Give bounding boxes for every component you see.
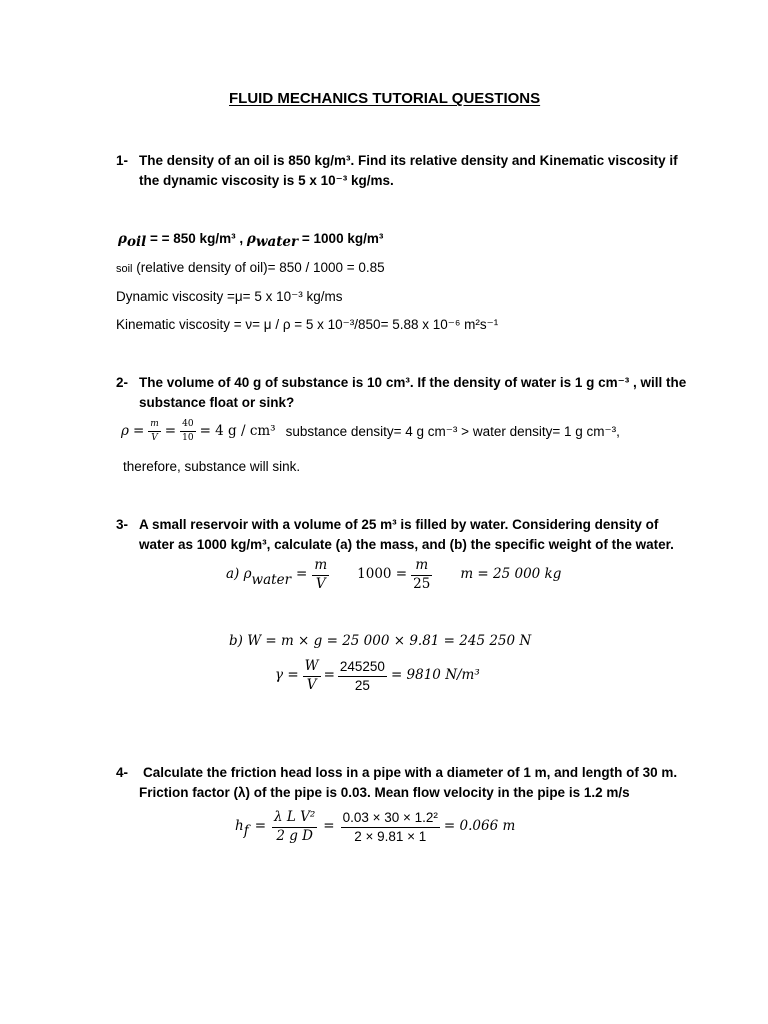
equals-sign: = xyxy=(132,422,145,439)
water-subscript: water xyxy=(251,572,292,589)
fraction-numerator: W xyxy=(303,660,321,677)
fraction-numerator: m xyxy=(148,420,161,432)
q1-density-equation xyxy=(118,232,383,250)
fraction-245250-over-25 xyxy=(338,660,387,692)
q1-dynamic-viscosity: Dynamic viscosity =μ= 5 x 10⁻³ kg/ms xyxy=(116,289,343,304)
rho-water-symbol: ρ xyxy=(246,231,256,247)
rho-water-value: = 1000 kg/m³ xyxy=(301,231,384,246)
q1-text-line1: The density of an oil is 850 kg/m³. Find its relative density and Kinematic viscosity if xyxy=(139,153,678,168)
fraction-numerator: 245250 xyxy=(338,660,387,677)
fraction-denominator: 2 × 9.81 × 1 xyxy=(354,828,427,844)
q1-relative-density xyxy=(116,261,385,275)
density-1000: 1000 = xyxy=(357,566,408,583)
rho-water-subscript: water xyxy=(255,234,299,250)
fraction-denominator: V xyxy=(306,676,317,693)
q4-head-loss-equation xyxy=(235,811,515,843)
fraction-denominator: 2 g D xyxy=(276,827,313,844)
q2-text-line2: substance float or sink? xyxy=(139,395,295,410)
specific-weight-result: = 9810 N/m³ xyxy=(390,667,480,684)
fraction-numerator: λ L V² xyxy=(272,811,317,828)
q4-number: 4- xyxy=(116,765,129,780)
part-a-label: a) ρ xyxy=(226,566,252,583)
q3-mass-equation xyxy=(226,559,561,591)
h-subscript: f xyxy=(243,823,249,840)
equals-sign: = xyxy=(296,566,308,583)
q3-text-line1: A small reservoir with a volume of 25 m³ is filled by water. Considering density of xyxy=(139,517,659,532)
fraction-darcy xyxy=(272,811,317,843)
q1-number: 1- xyxy=(116,153,129,168)
equals-sign: = xyxy=(254,818,267,835)
density-result: = 4 g / cm³ xyxy=(199,422,276,439)
fraction-m-over-v xyxy=(148,420,161,443)
q3-number: 3- xyxy=(116,517,129,532)
equals-sign: = xyxy=(164,422,177,439)
fraction-denominator: V xyxy=(151,433,158,443)
rho-oil-value: = = 850 kg/m³ , xyxy=(150,231,244,246)
gamma-symbol: γ = xyxy=(275,667,299,684)
q4-text-line1: Calculate the friction head loss in a pipe with a diameter of 1 m, and length of 30 m. xyxy=(143,765,678,780)
mass-result: m = 25 000 kg xyxy=(460,566,562,583)
q3-weight-equation: b) W = m × g = 25 000 × 9.81 = 245 250 N xyxy=(229,633,532,649)
fraction-m-over-v xyxy=(312,559,329,591)
fraction-denominator: 10 xyxy=(182,433,194,443)
fraction-numeric xyxy=(341,811,440,843)
fraction-numerator: 0.03 × 30 × 1.2² xyxy=(341,811,440,828)
q2-density-equation xyxy=(121,420,620,443)
fraction-numerator: m xyxy=(312,559,329,576)
equals-sign: = xyxy=(323,667,335,684)
density-comparison: substance density= 4 g cm⁻³ > water density= 1 g cm⁻³, xyxy=(285,423,620,439)
q1-kinematic-viscosity: Kinematic viscosity = ν= μ / ρ = 5 x 10⁻³/850= 5.88 x 10⁻⁶ m²s⁻¹ xyxy=(116,317,499,332)
q4-text-line2: Friction factor (λ) of the pipe is 0.03. Mean flow velocity in the pipe is 1.2 m/s xyxy=(139,785,630,800)
q2-text-line1: The volume of 40 g of substance is 10 cm³. If the density of water is 1 g cm⁻³ , will the xyxy=(139,375,687,390)
q2-conclusion: therefore, substance will sink. xyxy=(123,459,301,474)
s-symbol: s xyxy=(116,263,122,275)
rho-symbol: ρ xyxy=(121,422,129,439)
q3-specific-weight-equation xyxy=(275,660,480,692)
fraction-numerator: m xyxy=(411,559,432,576)
page-title: FLUID MECHANICS TUTORIAL QUESTIONS xyxy=(229,90,541,107)
equals-sign: = xyxy=(323,818,335,835)
fraction-numerator: 40 xyxy=(180,420,195,432)
q1-text-line2: the dynamic viscosity is 5 x 10⁻³ kg/ms. xyxy=(139,173,394,188)
fraction-w-over-v xyxy=(303,660,321,692)
s-subscript: oil xyxy=(121,263,133,275)
q2-number: 2- xyxy=(116,375,129,390)
q3-text-line2: water as 1000 kg/m³, calculate (a) the mass, and (b) the specific weight of the water. xyxy=(139,537,674,552)
relative-density-text: (relative density of oil)= 850 / 1000 = 0.85 xyxy=(136,260,385,275)
fraction-denominator: 25 xyxy=(354,677,370,693)
head-loss-result: = 0.066 m xyxy=(443,818,516,835)
h-symbol: h xyxy=(235,818,244,835)
fraction-denominator: V xyxy=(315,575,326,592)
rho-oil-subscript: oil xyxy=(126,234,147,250)
fraction-40-over-10 xyxy=(180,420,195,443)
fraction-m-over-25 xyxy=(411,559,432,591)
fraction-denominator: 25 xyxy=(413,575,431,592)
rho-oil-symbol: ρ xyxy=(118,231,127,247)
